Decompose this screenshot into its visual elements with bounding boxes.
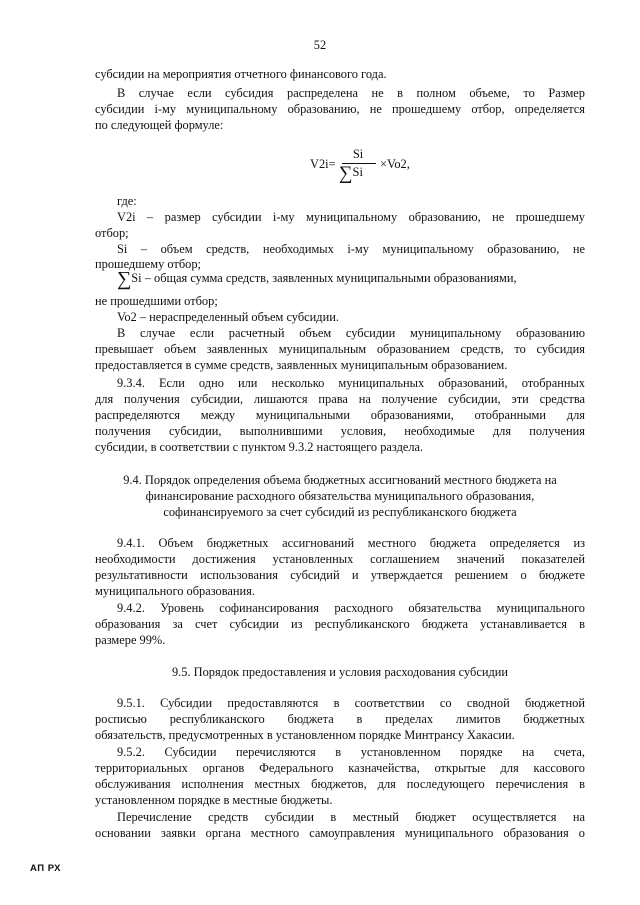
- text-line: V2i – размер субсидии i-му муниципальному образованию, не прошедшему: [117, 210, 585, 224]
- section-heading: финансирование расходного обязательства муниципального образования,: [145, 489, 535, 503]
- text-line: образования за счет субсидии из республиканского бюджета устанавливается в: [95, 617, 585, 631]
- where-label: где:: [117, 194, 137, 208]
- text-line: 9.5.2. Субсидии перечисляются в установленном порядке на счета,: [117, 745, 585, 759]
- sigma-symbol: ∑: [117, 268, 132, 290]
- text-line: установленном порядке в местные бюджеты.: [95, 793, 333, 807]
- section-heading: софинансируемого за счет субсидий из республиканского бюджета: [163, 505, 517, 519]
- text-line: распределяются между муниципальными образованиями, отобранными для: [95, 408, 585, 422]
- text-line: субсидии на мероприятия отчетного финансового года.: [95, 67, 387, 81]
- text-line: муниципального образования.: [95, 584, 255, 598]
- text-line: предоставляется в сумме средств, заявленных муниципальным образованием.: [95, 358, 508, 372]
- text-line: субсидии i-му муниципальному образованию, не прошедшему отбор, определяется: [95, 102, 585, 116]
- text-line: Vo2 – нераспределенный объем субсидии.: [117, 310, 339, 324]
- text-line: основании заявки органа местного самоуправления муниципального образования о: [95, 826, 585, 840]
- sum-text: – общая сумма средств, заявленных муниципальными образованиями,: [141, 271, 517, 285]
- page-number: 52: [313, 38, 327, 52]
- section-heading: 9.4. Порядок определения объема бюджетных ассигнований местного бюджета на: [123, 473, 557, 487]
- text-line: необходимости достижения установленных соглашением значений показателей: [95, 552, 585, 566]
- text-line: В случае если расчетный объем субсидии муниципальному образованию: [117, 326, 585, 340]
- formula-lhs: V2i=: [310, 157, 336, 171]
- text-line: 9.5.1. Субсидии предоставляются в соответствии со сводной бюджетной: [117, 696, 585, 710]
- sum-definition-line: [117, 268, 517, 290]
- text-line: Si – объем средств, необходимых i-му муниципальному образованию, не: [117, 242, 585, 256]
- text-line: по следующей формуле:: [95, 118, 224, 132]
- formula-rhs: ×Vo2,: [380, 157, 410, 171]
- text-line: 9.3.4. Если одно или несколько муниципальных образований, отобранных: [117, 376, 585, 390]
- text-line: размере 99%.: [95, 633, 166, 647]
- formula-numerator: Si: [352, 147, 364, 161]
- text-line: субсидии, в соответствии с пунктом 9.3.2 настоящего раздела.: [95, 440, 424, 454]
- formula-denominator: [339, 163, 377, 184]
- text-line: территориальных органов Федерального казначейства, открытые для кассового: [95, 761, 585, 775]
- text-line: получения субсидии, выполнившими условия, необходимые для получения: [95, 424, 585, 438]
- text-line: обслуживания исполнения местных бюджетов, для последующего перечисления в: [95, 777, 585, 791]
- sum-symbol: Si: [131, 271, 142, 285]
- section-heading: 9.5. Порядок предоставления и условия расходования субсидии: [171, 665, 509, 679]
- text-line: 9.4.2. Уровень софинансирования расходного обязательства муниципального: [117, 601, 585, 615]
- text-line: прошедшему отбор;: [95, 257, 201, 271]
- text-line: для получения субсидии, лишаются права на получение субсидии, эти средства: [95, 392, 585, 406]
- text-line: превышает объем заявленных муниципальным образованием средств, то субсидия: [95, 342, 585, 356]
- sigma-symbol: ∑: [339, 163, 353, 184]
- footer-mark: АП РХ: [30, 863, 62, 874]
- text-line: росписью республиканского бюджета в пределах лимитов бюджетных: [95, 712, 585, 726]
- text-line: 9.4.1. Объем бюджетных ассигнований местного бюджета определяется из: [117, 536, 585, 550]
- text-line: В случае если субсидия распределена не в полном объеме, то Размер: [117, 86, 585, 100]
- text-line: отбор;: [95, 226, 129, 240]
- formula-denominator-text: Si: [352, 165, 363, 179]
- text-line: результативности использования субсидий и утверждается решением о бюджете: [95, 568, 585, 582]
- text-line: не прошедшими отбор;: [95, 294, 218, 308]
- text-line: Перечисление средств субсидии в местный бюджет осуществляется на: [117, 810, 585, 824]
- text-line: обязательств, предусмотренных в установленном порядке Минтрансу Хакасии.: [95, 728, 515, 742]
